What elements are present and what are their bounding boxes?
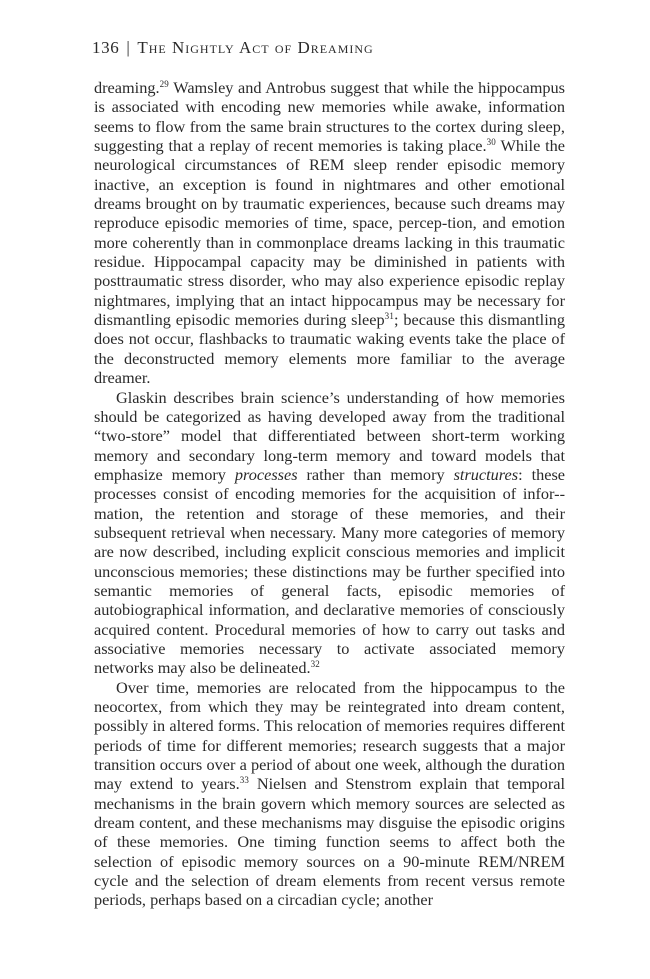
text-run: dreaming.	[94, 78, 160, 97]
footnote-ref: 33	[239, 775, 250, 786]
text-run: While the neurological circumstances of REM sleep render episodic memory inactive, an exception is found in nightmares and other emotional dreams brought on by traumatic experiences, because such dreams may reproduce episodic memories of time, space, percep-tion, and emotion more coherently than in commonplace dreams lacking in this traumatic residue. Hippocampal capacity may be diminished in patients with posttraumatic stress disorder, who may also experience episodic replay nightmares, implying that an intact hippocampus may be necessary for dismantling episodic memories during sleep	[94, 136, 565, 330]
footnote-ref: 29	[159, 79, 169, 89]
text-run: Glaskin describes brain science’s understanding of how memories should be categorized as having developed away from the traditional “two-store” model that differentiated between short-term working memory and secondary long-term memory and toward models that emphasize memory	[94, 387, 565, 484]
page-number: 136	[92, 38, 120, 57]
running-title: The Nightly Act of Dreaming	[137, 38, 374, 57]
paragraph	[94, 678, 565, 910]
text-run: Wamsley and Antrobus suggest that while the hippocampus is associated with encoding new memories while awake, information seems to flow from the same brain structures to the cortex during sleep, suggesting that a replay of recent memories is taking place.	[94, 78, 565, 156]
footnote-ref: 31	[384, 311, 395, 322]
paragraph	[94, 388, 565, 678]
emphasis-text: processes	[234, 464, 298, 484]
footnote-ref: 32	[310, 659, 320, 670]
footnote-ref: 30	[486, 137, 497, 148]
text-run: ; because this dismantling does not occur, flashbacks to traumatic waking events take the place of the deconstructed memory elements more familiar to the average dreamer.	[94, 310, 565, 388]
text-run: Over time, memories are relocated from the hippocampus to the neocortex, from which they may be reintegrated into dream content, possibly in altered forms. This relocation of memories requires different periods of time for different memories; research suggests that a major transition occurs over a period of about one week, although the duration may extend to years.	[94, 677, 565, 794]
text-run: : these processes consist of encoding memories for the acquisition of infor-mation, the retention and storage of these memories, and their subsequent retrieval when necessary. Many more categories of memory are now described, including explicit conscious memories and implicit unconscious memories; these distinctions may be further specified into semantic memories of general facts, episodic memories of autobiographical information, and declarative memories of consciously acquired content. Procedural memories of how to carry out tasks and associative memories necessary to activate associated memory networks may also be delineated.	[94, 464, 566, 678]
body-text	[94, 78, 565, 910]
text-run: Nielsen and Stenstrom explain that temporal mechanisms in the brain govern which memory sources are selected as dream content, and these mechanisms may disguise the episodic origins of these memories. One timing function seems to affect both the selection of episodic memory sources on a 90-minute REM/NREM cycle and the selection of dream elements from recent versus remote periods, perhaps based on a circadian cycle; another	[94, 774, 565, 910]
running-head	[92, 38, 374, 58]
header-separator: |	[126, 38, 131, 57]
text-run: rather than memory	[297, 464, 454, 484]
emphasis-text: structures	[453, 464, 519, 484]
paragraph	[94, 78, 565, 388]
